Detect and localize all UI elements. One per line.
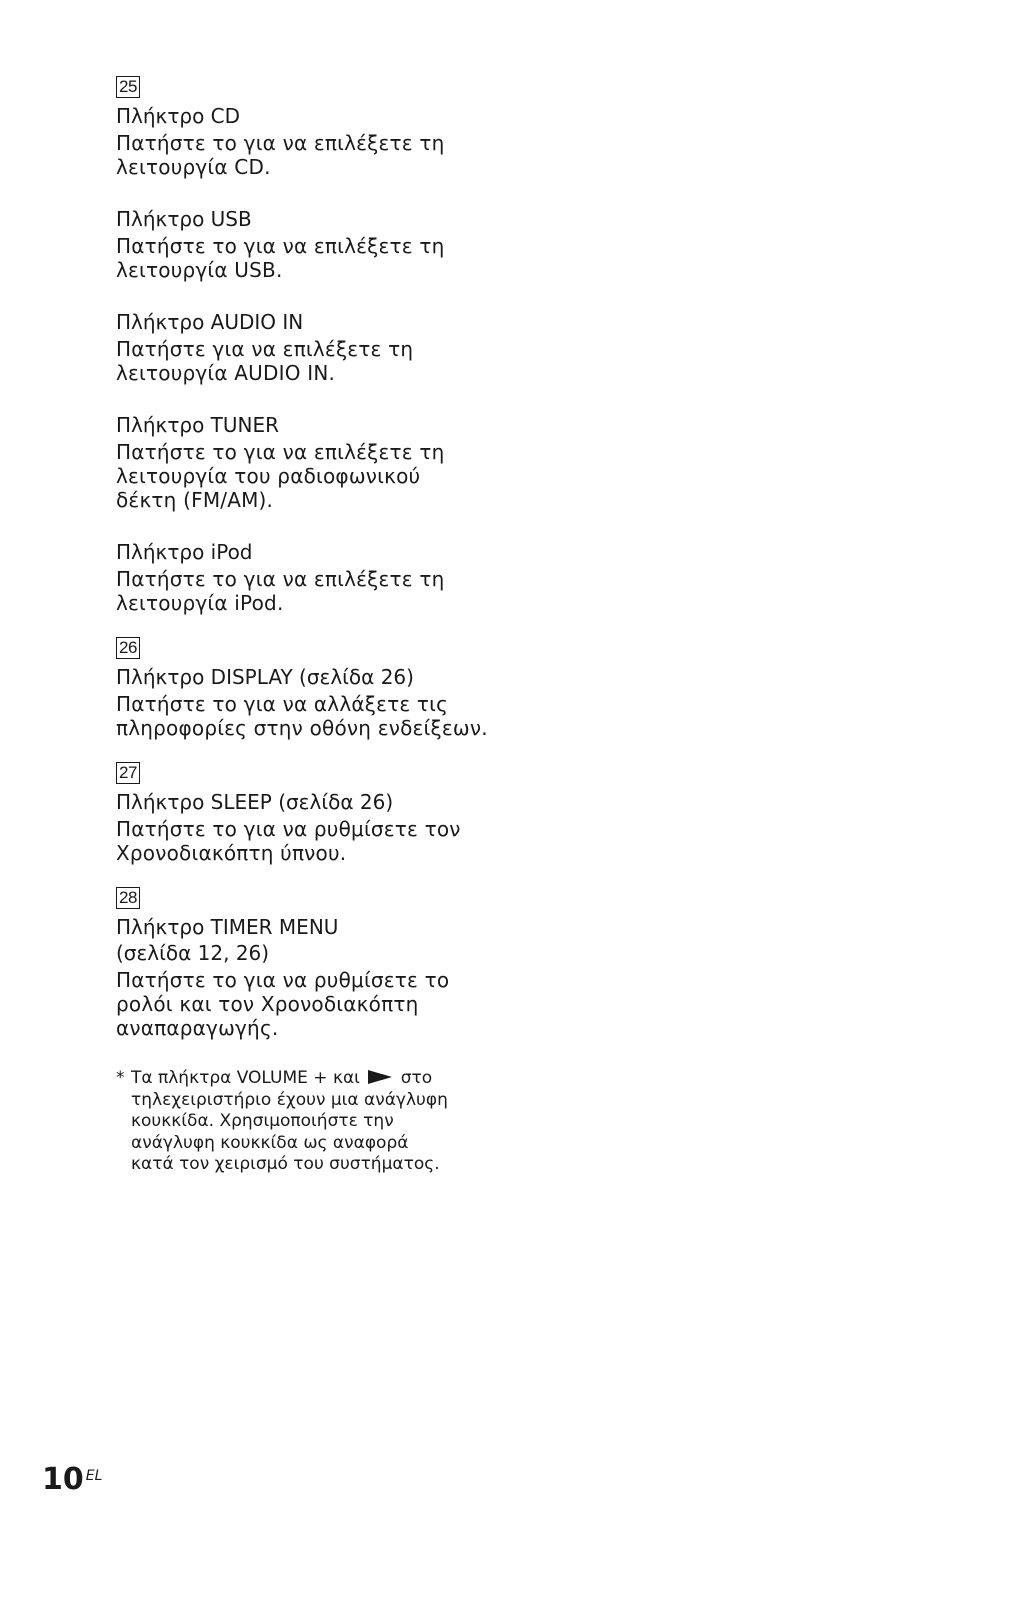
entry-timer-menu (116, 914, 516, 1040)
content-column (116, 76, 516, 1176)
entry-description (116, 817, 516, 865)
entry-usb (116, 206, 516, 282)
entry-title: Πλήκτρο SLEEP (σελίδα 26) (116, 790, 394, 814)
entry-sleep (116, 789, 516, 865)
desc-line: ρολόι και τον Χρονοδιακόπτη (116, 992, 419, 1016)
entry-title: Πλήκτρο CD (116, 104, 241, 128)
footnote-line: Τα πλήκτρα VOLUME + και (131, 1068, 360, 1088)
section-number-25: 25 (116, 76, 140, 98)
footnote-text (131, 1068, 516, 1176)
entry-ipod (116, 539, 516, 615)
footnote-line: κατά τον χειρισμό του συστήματος. (131, 1154, 440, 1174)
desc-line: Πατήστε το για να επιλέξετε τη (116, 131, 445, 155)
desc-line: Πατήστε το για να αλλάξετε τις (116, 692, 449, 716)
desc-line: Πατήστε το για να ρυθμίσετε το (116, 968, 450, 992)
desc-line: Πατήστε το για να επιλέξετε τη (116, 234, 445, 258)
title-line: (σελίδα 12, 26) (116, 941, 270, 965)
footnote-line: κουκκίδα. Χρησιμοποιήστε την (131, 1111, 394, 1131)
entry-title: Πλήκτρο AUDIO IN (116, 310, 304, 334)
entry-title: Πλήκτρο USB (116, 207, 252, 231)
entry-description (116, 131, 516, 179)
entry-description (116, 567, 516, 615)
desc-line: Χρονοδιακόπτη ύπνου. (116, 841, 347, 865)
section-number-26: 26 (116, 637, 140, 659)
footnote-marker: * (116, 1068, 125, 1088)
desc-line: Πατήστε για να επιλέξετε τη (116, 337, 414, 361)
entry-description (116, 234, 516, 282)
page-number (42, 1462, 102, 1497)
entry-audio-in (116, 309, 516, 385)
page-language-code: EL (85, 1468, 103, 1484)
entry-description (116, 692, 516, 740)
section-number-28: 28 (116, 887, 140, 909)
desc-line: δέκτη (FM/AM). (116, 488, 274, 512)
desc-line: Πατήστε το για να ρυθμίσετε τον (116, 817, 461, 841)
desc-line: λειτουργία AUDIO IN. (116, 361, 336, 385)
desc-line: Πατήστε το για να επιλέξετε τη (116, 567, 445, 591)
entry-tuner (116, 412, 516, 512)
page-number-value: 10 (42, 1462, 84, 1497)
play-triangle-icon (368, 1070, 392, 1084)
desc-line: λειτουργία CD. (116, 155, 271, 179)
entry-description (116, 968, 516, 1040)
entry-description (116, 440, 516, 512)
footnote (116, 1068, 516, 1176)
desc-line: λειτουργία του ραδιοφωνικού (116, 464, 421, 488)
entry-title (116, 914, 516, 966)
footnote-line: στο (400, 1068, 433, 1088)
entry-display (116, 664, 516, 740)
entry-cd (116, 103, 516, 179)
desc-line: πληροφορίες στην οθόνη ενδείξεων. (116, 716, 488, 740)
entry-title: Πλήκτρο iPod (116, 540, 253, 564)
footnote-line: τηλεχειριστήριο έχουν μια ανάγλυφη (131, 1089, 448, 1110)
desc-line: λειτουργία USB. (116, 258, 283, 282)
desc-line: λειτουργία iPod. (116, 591, 284, 615)
entry-title: Πλήκτρο TUNER (116, 413, 280, 437)
section-number-27: 27 (116, 762, 140, 784)
footnote-line: ανάγλυφη κουκκίδα ως αναφορά (131, 1132, 409, 1153)
entry-title: Πλήκτρο DISPLAY (σελίδα 26) (116, 665, 414, 689)
entry-description (116, 337, 516, 385)
title-line: Πλήκτρο TIMER MENU (116, 915, 339, 939)
desc-line: Πατήστε το για να επιλέξετε τη (116, 440, 445, 464)
desc-line: αναπαραγωγής. (116, 1016, 279, 1040)
